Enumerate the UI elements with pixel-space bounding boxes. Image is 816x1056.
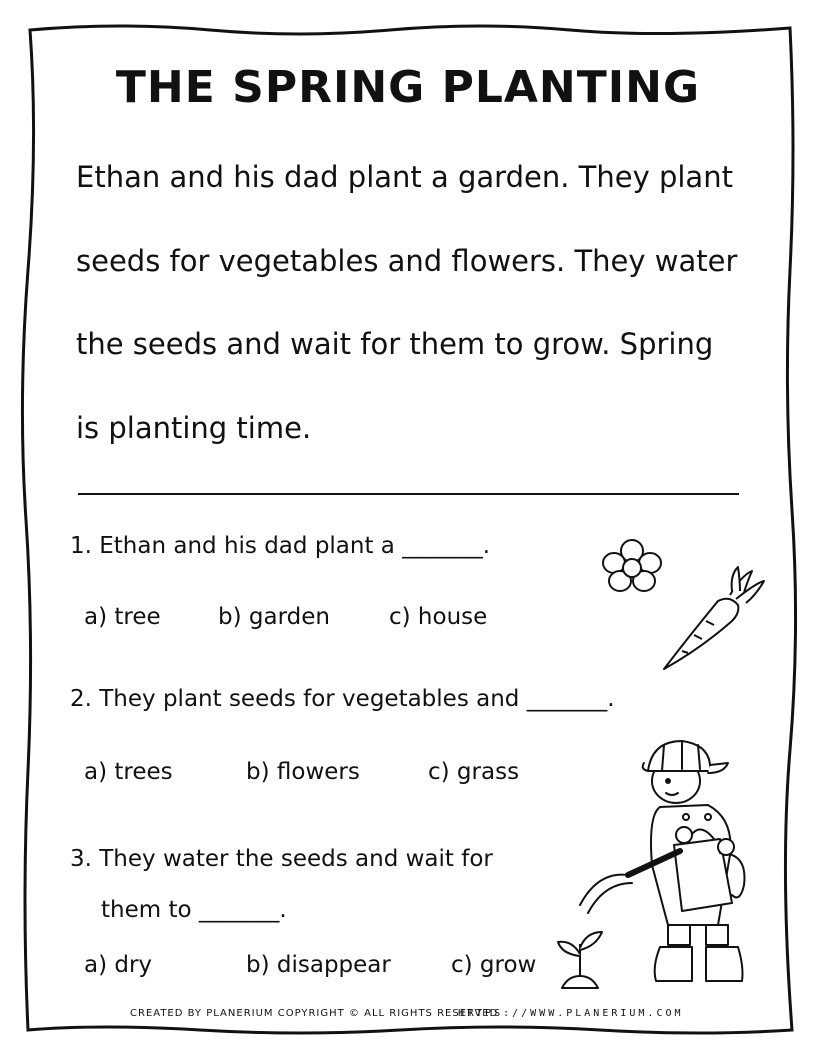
question-2-option-c[interactable]: c) grass (428, 759, 520, 785)
question-2-option-b[interactable]: b) flowers (246, 759, 360, 785)
story-line-2: seeds for vegetables and flowers. They water (76, 244, 738, 278)
question-3-text-line-1: 3. They water the seeds and wait for (70, 846, 493, 872)
website-link[interactable]: HTTPS://WWW.PLANERIUM.COM (458, 1008, 684, 1019)
question-2-text: 2. They plant seeds for vegetables and _______. (70, 686, 615, 712)
question-3-option-a[interactable]: a) dry (84, 952, 153, 978)
story-line-1: Ethan and his dad plant a garden. They plant (76, 160, 733, 194)
divider-line (78, 493, 739, 495)
worksheet-title: THE SPRING PLANTING (115, 62, 701, 113)
story-line-4: is planting time. (76, 411, 312, 445)
carrot-icon (660, 565, 770, 675)
question-1-text: 1. Ethan and his dad plant a _______. (70, 533, 491, 559)
sprout-icon (552, 920, 608, 992)
question-1-option-c[interactable]: c) house (389, 604, 488, 630)
question-3-text-line-2: them to _______. (101, 897, 287, 923)
question-3-option-c[interactable]: c) grow (451, 952, 537, 978)
question-2-option-a[interactable]: a) trees (84, 759, 173, 785)
flower-icon (600, 537, 664, 595)
question-3-option-b[interactable]: b) disappear (246, 952, 391, 978)
question-1-option-b[interactable]: b) garden (218, 604, 330, 630)
copyright-credit: CREATED BY PLANERIUM COPYRIGHT © ALL RIGHTS RESERVED (130, 1008, 499, 1019)
question-1-option-a[interactable]: a) tree (84, 604, 161, 630)
story-line-3: the seeds and wait for them to grow. Spring (76, 327, 714, 361)
